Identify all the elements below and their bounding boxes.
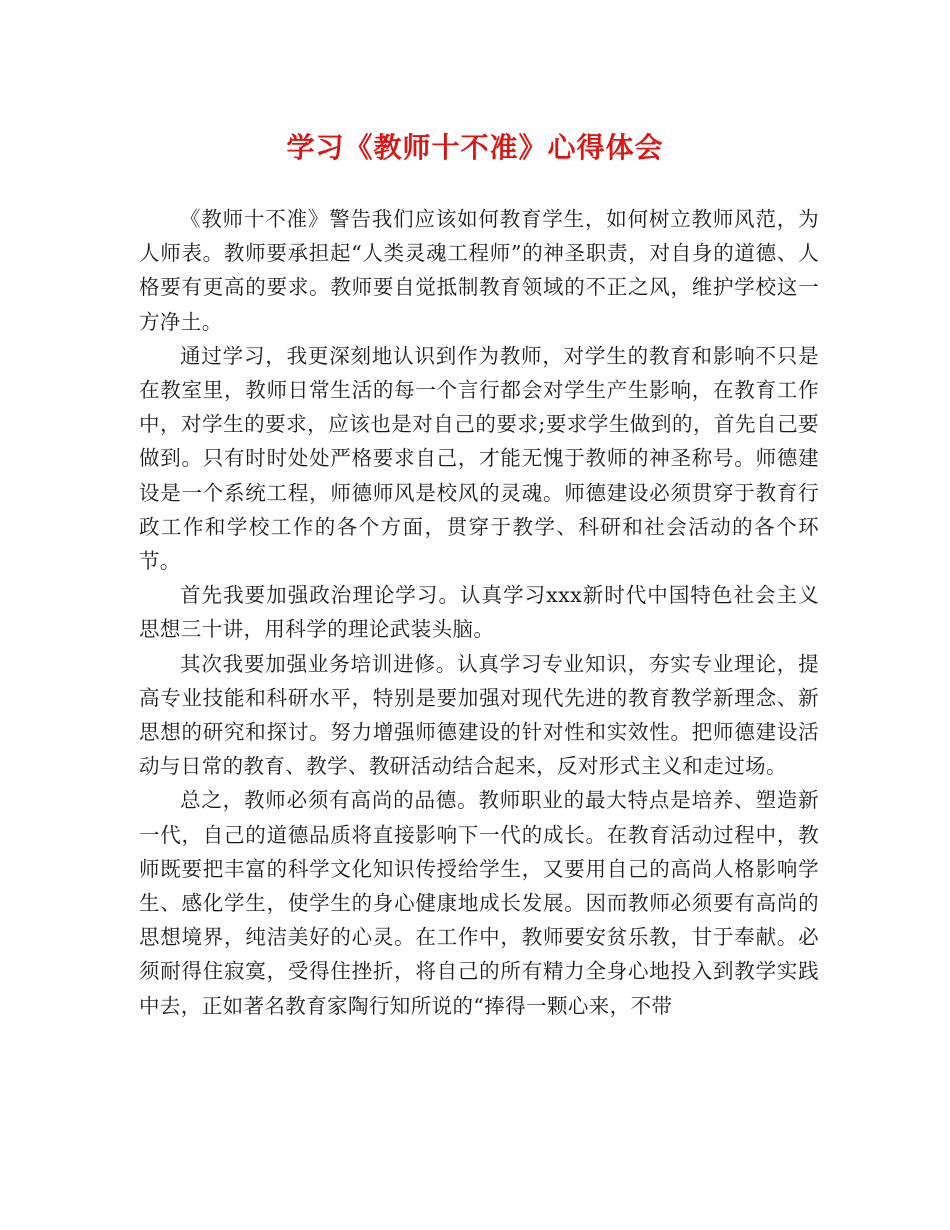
document-body [139,202,819,1023]
paragraph-conclusion: 总之，教师必须有高尚的品德。教师职业的最大特点是培养、塑造新一代，自己的道德品质将直接影响下一代的成长。在教育活动过程中，教师既要把丰富的科学文化知识传授给学生，又要用自己的高尚人格影响学生、感化学生，使学生的身心健康地成长发展。因而教师必须要有高尚的思想境界，纯洁美好的心灵。在工作中，教师要安贫乐教，甘于奉献。必须耐得住寂寞，受得住挫折，将自己的所有精力全身心地投入到教学实践中去，正如著名教育家陶行知所说的“捧得一颗心来，不带 [139,788,819,1018]
paragraph-professional-training: 其次我要加强业务培训进修。认真学习专业知识，夯实专业理论，提高专业技能和科研水平，特别是要加强对现代先进的教育教学新理念、新思想的研究和探讨。努力增强师德建设的针对性和实效性。把师德建设活动与日常的教育、教学、教研活动结合起来，反对形式主义和走过场。 [139,651,819,779]
document-title: 学习《教师十不准》心得体会 [286,131,664,164]
paragraph-political-theory: 首先我要加强政治理论学习。认真学习xxx新时代中国特色社会主义思想三十讲，用科学的理论武装头脑。 [139,583,819,642]
paragraph-study-reflection: 通过学习，我更深刻地认识到作为教师，对学生的教育和影响不只是在教室里，教师日常生活的每一个言行都会对学生产生影响，在教育工作中，对学生的要求，应该也是对自己的要求;要求学生做到的，首先自己要做到。只有时时处处严格要求自己，才能无愧于教师的神圣称号。师德建设是一个系统工程，师德师风是校风的灵魂。师德建设必须贯穿于教育行政工作和学校工作的各个方面，贯穿于教学、科研和社会活动的各个环节。 [139,343,819,574]
paragraph-intro: 《教师十不准》警告我们应该如何教育学生，如何树立教师风范，为人师表。教师要承担起“人类灵魂工程师”的神圣职责，对自身的道德、人格要有更高的要求。教师要自觉抵制教育领域的不正之风，维护学校这一方净土。 [139,207,819,334]
